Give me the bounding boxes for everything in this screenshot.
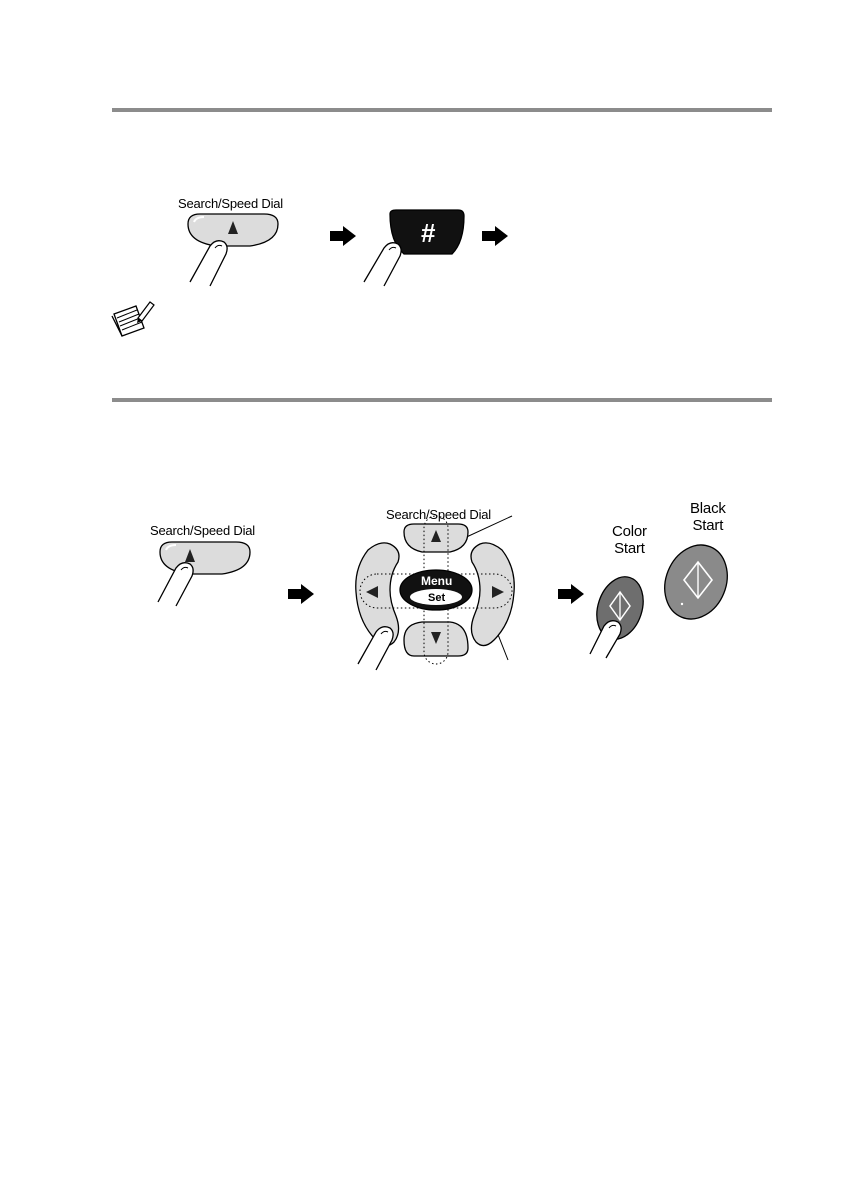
search-speed-dial-label: Search/Speed Dial: [178, 196, 283, 211]
finger-icon: [158, 563, 193, 606]
black-start-label: Black Start: [690, 500, 726, 534]
arrow-right-icon: [288, 584, 314, 604]
color-start-button[interactable]: [586, 566, 656, 658]
search-speed-dial-button[interactable]: [180, 212, 290, 292]
hash-key-button[interactable]: [360, 210, 470, 290]
section-divider-middle: [112, 398, 772, 402]
hash-symbol: #: [421, 218, 436, 248]
arrow-right-icon: [482, 226, 508, 246]
search-speed-dial-label-nav: Search/Speed Dial: [386, 507, 491, 522]
black-start-button[interactable]: [658, 540, 736, 624]
finger-icon: [364, 243, 401, 286]
arrow-right-icon: [558, 584, 584, 604]
search-speed-dial-label-left: Search/Speed Dial: [150, 523, 255, 538]
set-label: Set: [428, 592, 446, 604]
color-start-label: Color Start: [612, 523, 647, 557]
finger-icon: [358, 627, 393, 670]
menu-label: Menu: [421, 574, 453, 588]
arrow-right-icon: [330, 226, 356, 246]
navigation-pad[interactable]: [340, 512, 530, 672]
finger-icon: [590, 621, 621, 658]
section-divider-top: [112, 108, 772, 112]
finger-icon: [190, 241, 227, 286]
search-speed-dial-button-left[interactable]: [152, 540, 262, 620]
note-icon: [110, 300, 156, 340]
